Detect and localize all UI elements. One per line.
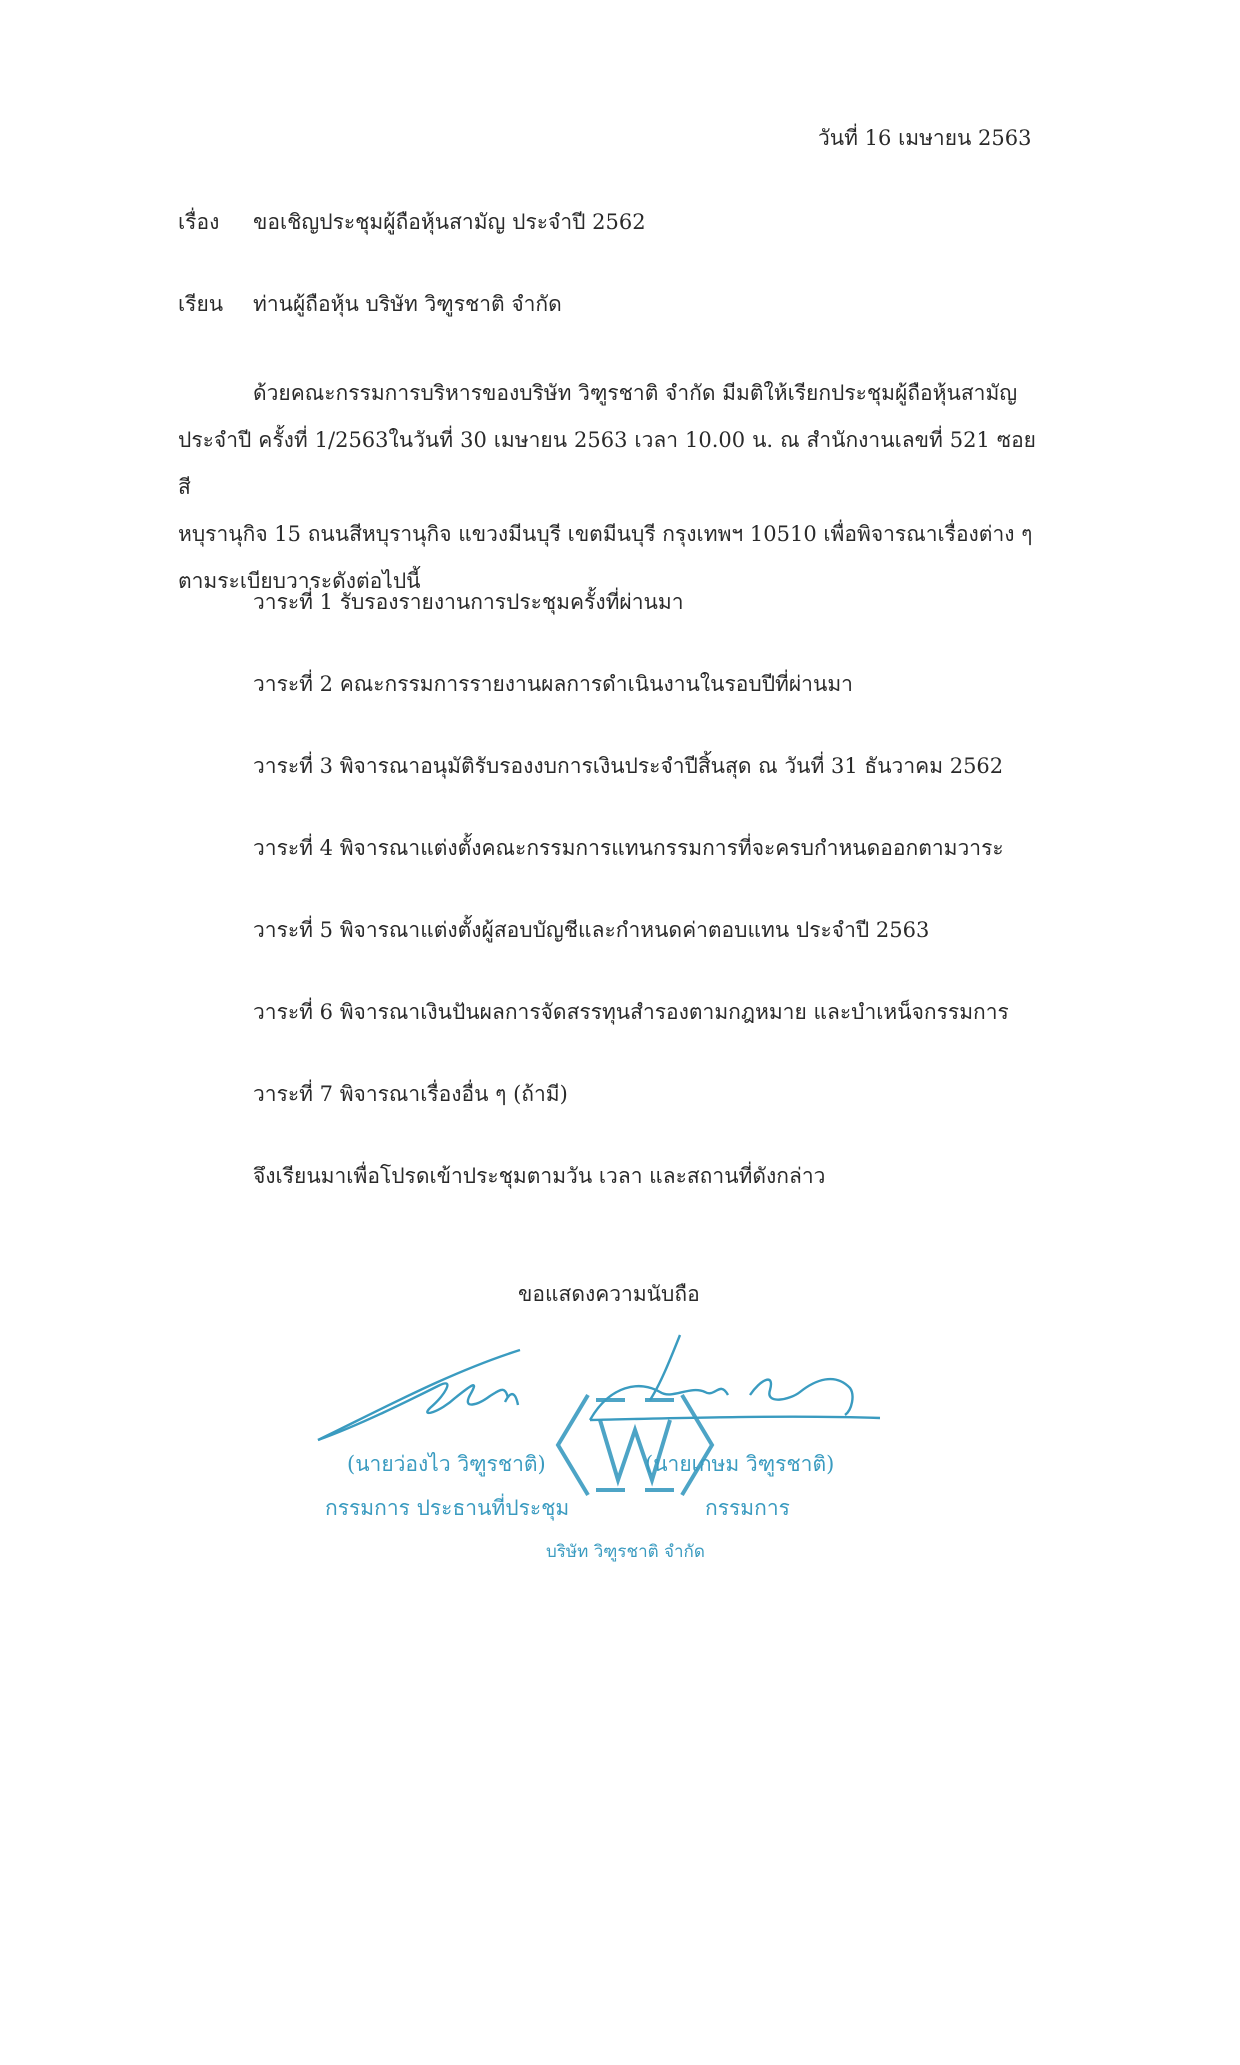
letter-date: วันที่ 16 เมษายน 2563 [818, 126, 1032, 150]
regards-text: ขอแสดงความนับถือ [518, 1282, 700, 1306]
signatory-right-title: กรรมการ [705, 1496, 790, 1520]
agenda-item: วาระที่ 4 พิจารณาแต่งตั้งคณะกรรมการแทนกรรมการที่จะครบกำหนดออกตามวาระ [253, 836, 1004, 860]
body-line: ด้วยคณะกรรมการบริหารของบริษัท วิฑูรชาติ จำกัด มีมติให้เรียกประชุมผู้ถือหุ้นสามัญ [253, 381, 1018, 405]
signatory-left-name: (นายว่องไว วิฑูรชาติ) [347, 1452, 546, 1476]
company-stamp-text: บริษัท วิฑูรชาติ จำกัด [546, 1542, 705, 1562]
body-line: ตามระเบียบวาระดังต่อไปนี้ [178, 569, 421, 593]
subject-label: เรื่อง [178, 210, 220, 234]
signatory-left-title: กรรมการ ประธานที่ประชุม [325, 1496, 570, 1520]
agenda-item: วาระที่ 6 พิจารณาเงินปันผลการจัดสรรทุนสำรองตามกฎหมาย และบำเหน็จกรรมการ [253, 1000, 1009, 1024]
closing-text: จึงเรียนมาเพื่อโปรดเข้าประชุมตามวัน เวลา และสถานที่ดังกล่าว [253, 1164, 826, 1188]
body-line: ประจำปี ครั้งที่ 1/2563ในวันที่ 30 เมษายน 2563 เวลา 10.00 น. ณ สำนักงานเลขที่ 521 ซอยสี [178, 428, 1036, 499]
agenda-item: วาระที่ 3 พิจารณาอนุมัติรับรองงบการเงินประจำปีสิ้นสุด ณ วันที่ 31 ธันวาคม 2562 [253, 754, 1004, 778]
agenda-item: วาระที่ 1 รับรองรายงานการประชุมครั้งที่ผ่านมา [253, 590, 684, 614]
signatory-right-name: (นายเกษม วิฑูรชาติ) [645, 1452, 835, 1476]
company-stamp [558, 1395, 712, 1495]
signature-left [318, 1350, 520, 1440]
agenda-item: วาระที่ 5 พิจารณาแต่งตั้งผู้สอบบัญชีและกำหนดค่าตอบแทน ประจำปี 2563 [253, 918, 930, 942]
agenda-item: วาระที่ 2 คณะกรรมการรายงานผลการดำเนินงานในรอบปีที่ผ่านมา [253, 672, 853, 696]
recipient-text: ท่านผู้ถือหุ้น บริษัท วิฑูรชาติ จำกัด [253, 292, 562, 316]
agenda-item: วาระที่ 7 พิจารณาเรื่องอื่น ๆ (ถ้ามี) [253, 1082, 568, 1106]
body-line: หบุรานุกิจ 15 ถนนสีหบุรานุกิจ แขวงมีนบุรี เขตมีนบุรี กรุงเทพฯ 10510 เพื่อพิจารณาเรื่องต่าง ๆ [178, 522, 1033, 546]
recipient-label: เรียน [178, 292, 224, 316]
signature-right [590, 1335, 880, 1420]
subject-text: ขอเชิญประชุมผู้ถือหุ้นสามัญ ประจำปี 2562 [253, 210, 646, 234]
